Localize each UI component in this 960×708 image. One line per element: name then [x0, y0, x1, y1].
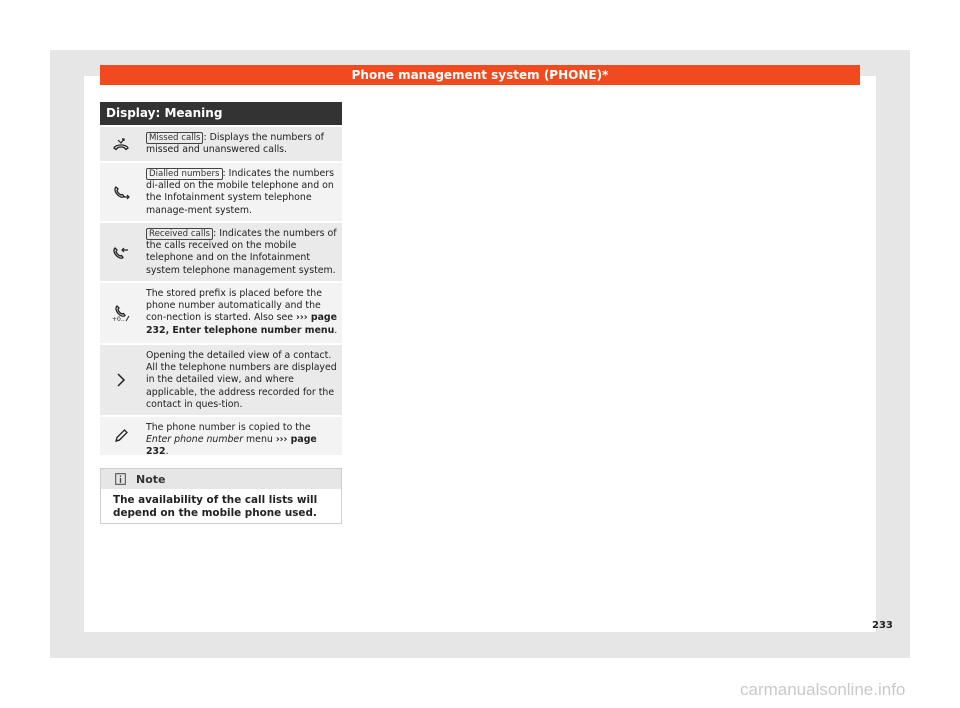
- svg-text:+0..: +0..: [112, 316, 125, 322]
- missed-call-icon: [100, 127, 142, 161]
- page-number: 233: [872, 620, 893, 631]
- row-text: Dialled numbers : Indicates the numbers di-alled on the mobile telephone and on the Infotainment system telephone manage-ment system.: [146, 168, 334, 216]
- chevron-right-icon: [100, 345, 142, 415]
- row-text: The phone number is copied to the Enter phone number menu ››› page 232.: [146, 422, 317, 458]
- table-row: [100, 415, 342, 458]
- received-calls-button[interactable]: Received calls: [146, 228, 213, 240]
- row-text: Missed calls : Displays the numbers of missed and unanswered calls.: [146, 132, 324, 156]
- note-text: The availability of the call lists will depend on the mobile phone used.: [113, 494, 318, 519]
- table-row: [100, 221, 342, 281]
- table-row: [100, 161, 342, 221]
- note-header: [101, 469, 341, 489]
- table-row: [100, 125, 342, 161]
- dialled-numbers-button[interactable]: Dialled numbers: [146, 168, 223, 180]
- row-text: Received calls : Indicates the numbers of the calls received on the mobile telephone and on the Infotainment system telephone management system.: [146, 228, 337, 276]
- table-heading: Display: Meaning: [100, 102, 342, 125]
- dialled-call-icon: [100, 163, 142, 221]
- table-row: [100, 343, 342, 415]
- row-text: Opening the detailed view of a contact. All the telephone numbers are displayed in the detailed view, and where applicable, the address recorded for the contact in ques-tion.: [146, 350, 337, 410]
- info-icon: [115, 473, 126, 485]
- page-reference-link[interactable]: ››› page 232: [146, 434, 317, 458]
- watermark: carmanualsonline.info: [740, 680, 906, 699]
- row-text: The stored prefix is placed before the phone number automatically and the con-nection is started. Also see ››› page 232, Enter telephone number menu.: [146, 288, 338, 336]
- table-row: [100, 281, 342, 343]
- section-header: Phone management system (PHONE)*: [100, 65, 860, 85]
- pencil-icon: [100, 417, 142, 455]
- note-box: [100, 468, 342, 524]
- received-call-icon: [100, 223, 142, 281]
- display-table: [100, 102, 342, 458]
- prefix-call-icon: [100, 283, 142, 343]
- missed-calls-button[interactable]: Missed calls: [146, 132, 203, 144]
- page-reference-link[interactable]: ››› page 232, Enter telephone number menu: [146, 312, 337, 336]
- note-title: Note: [136, 472, 166, 486]
